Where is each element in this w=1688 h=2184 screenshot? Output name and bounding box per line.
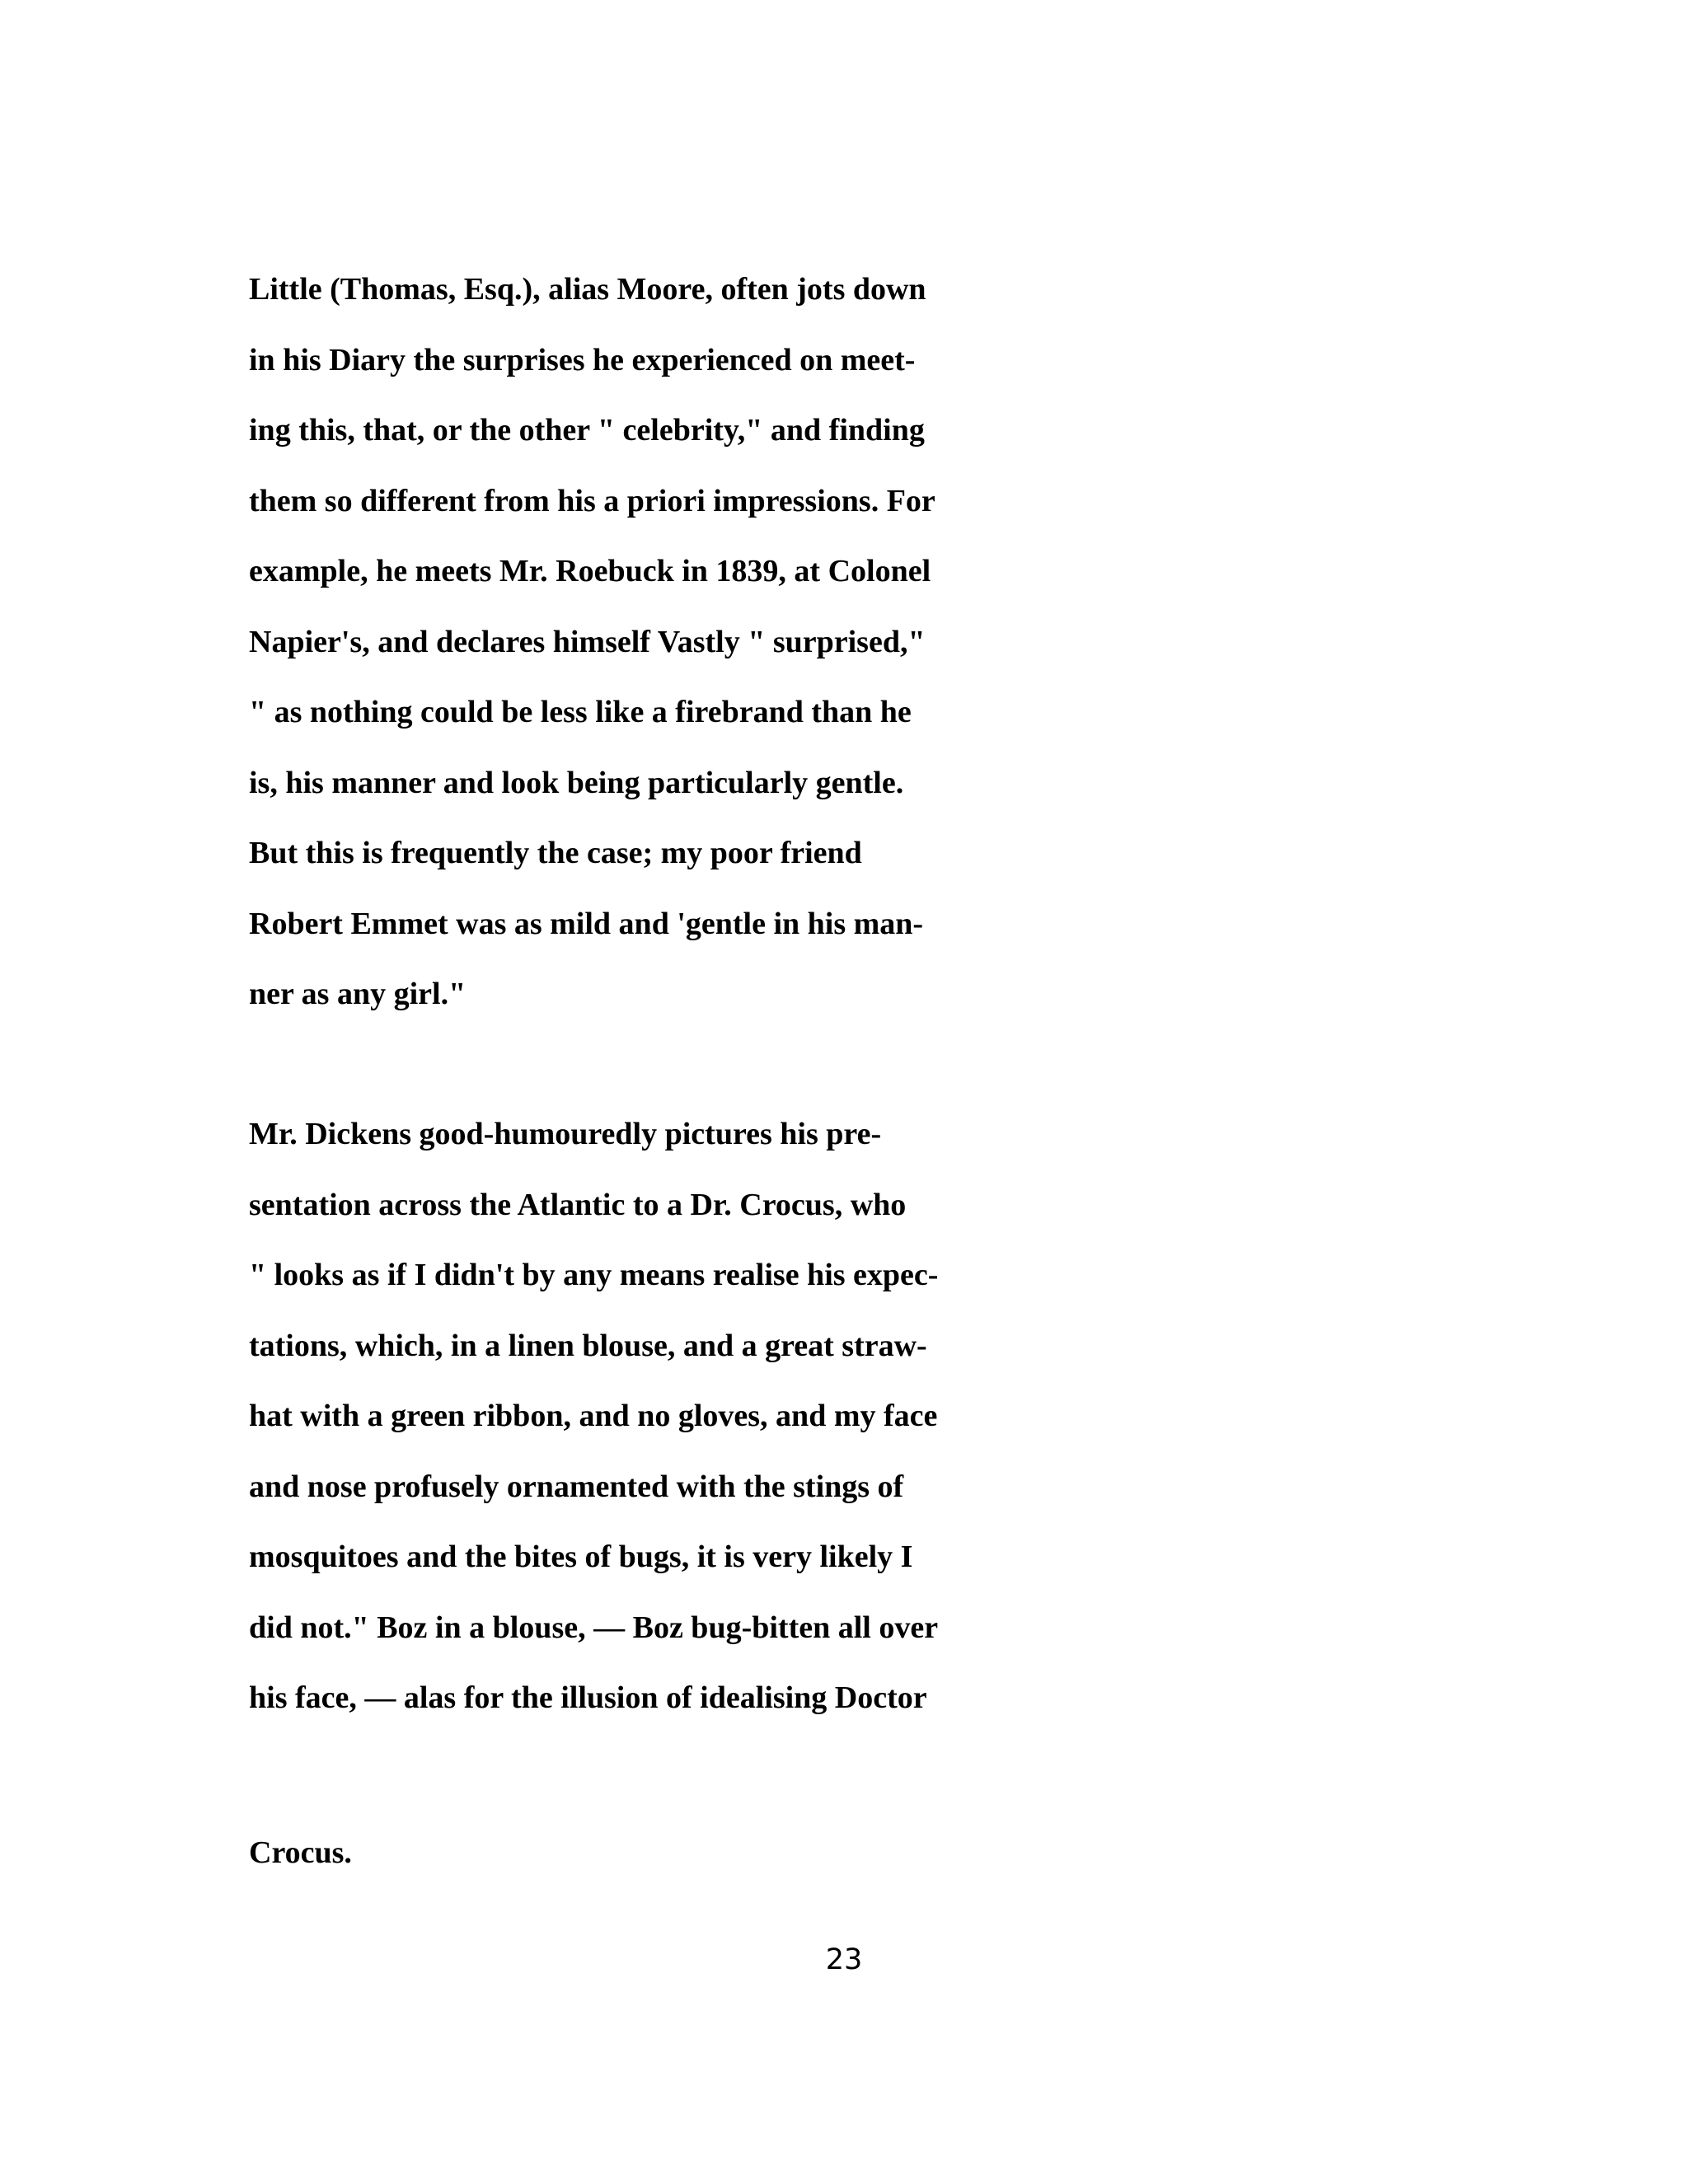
text-line: them so different from his a priori impressions. For <box>249 483 935 518</box>
paragraph-1 <box>249 255 991 1030</box>
text-line: Robert Emmet was as mild and 'gentle in his man- <box>249 906 924 941</box>
text-line: is, his manner and look being particularly gentle. <box>249 765 904 800</box>
page-number: 23 <box>825 1943 863 1976</box>
text-line: in his Diary the surprises he experienced on meet- <box>249 342 916 377</box>
text-line: his face, — alas for the illusion of idealising Doctor <box>249 1680 927 1715</box>
text-line: mosquitoes and the bites of bugs, it is very likely I <box>249 1540 913 1574</box>
text-line: Mr. Dickens good-humouredly pictures his pre- <box>249 1117 882 1151</box>
text-line: did not." Boz in a blouse, — Boz bug-bitten all over <box>249 1610 939 1645</box>
paragraph-2 <box>249 1099 991 1734</box>
text-line: " looks as if I didn't by any means realise his expec- <box>249 1258 939 1292</box>
text-line: Crocus. <box>249 1835 352 1870</box>
text-line: " as nothing could be less like a firebrand than he <box>249 695 912 729</box>
text-line: and nose profusely ornamented with the stings of <box>249 1469 904 1504</box>
text-line: example, he meets Mr. Roebuck in 1839, at Colonel <box>249 554 931 588</box>
text-line: hat with a green ribbon, and no gloves, and my face <box>249 1399 938 1433</box>
text-line: Napier's, and declares himself Vastly " surprised," <box>249 624 926 659</box>
paragraph-3 <box>249 1818 991 1889</box>
text-line: tations, which, in a linen blouse, and a great straw- <box>249 1328 927 1363</box>
text-line: sentation across the Atlantic to a Dr. Crocus, who <box>249 1187 907 1222</box>
text-line: But this is frequently the case; my poor friend <box>249 836 862 870</box>
text-line: ner as any girl." <box>249 977 467 1011</box>
text-line: Little (Thomas, Esq.), alias Moore, often jots down <box>249 272 926 307</box>
text-line: ing this, that, or the other " celebrity," and finding <box>249 413 925 448</box>
